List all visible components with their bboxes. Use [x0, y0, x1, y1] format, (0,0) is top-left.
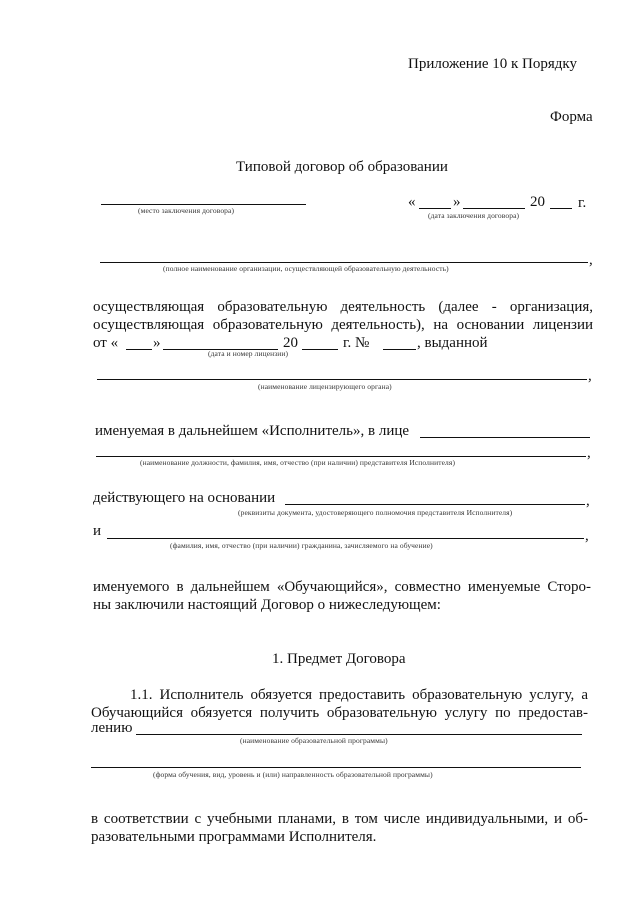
executor-rep-caption: (наименование должности, фамилия, имя, отчество (при наличии) представителя Исполнителя)	[140, 458, 456, 467]
license-caption: (дата и номер лицензии)	[208, 349, 289, 358]
section1-p2-line1: в соответствии с учебными планами, в том числе индивидуальными, и об-	[91, 811, 588, 827]
basis-label: действующего на основании	[93, 490, 276, 506]
basis-line	[285, 504, 585, 505]
student-comma: ,	[585, 528, 589, 544]
org-text-line1: осуществляющая образовательную деятельность (далее - организация,	[93, 299, 593, 315]
date-year-line	[550, 208, 572, 209]
basis-comma: ,	[586, 493, 590, 509]
document-title: Типовой договор об образовании	[236, 159, 448, 175]
program-caption: (наименование образовательной программы)	[240, 736, 388, 745]
place-line	[101, 204, 306, 205]
license-year: 20	[283, 335, 298, 351]
student-text-line2: ны заключили настоящий Договор о нижеследующем:	[93, 597, 441, 613]
authority-caption: (наименование лицензирующего органа)	[258, 382, 392, 391]
date-month-line	[463, 208, 525, 209]
executor-label: именуемая в дальнейшем «Исполнитель», в лице	[95, 423, 410, 439]
license-issued: , выданной	[417, 335, 488, 351]
org-caption: (полное наименование организации, осуществляющей образовательную деятельность)	[163, 264, 449, 273]
license-number-line	[383, 349, 416, 350]
license-g-no: г. №	[343, 335, 370, 351]
org-comma: ,	[589, 252, 593, 268]
license-year-line	[302, 349, 338, 350]
authority-comma: ,	[588, 368, 592, 384]
place-caption: (место заключения договора)	[138, 206, 235, 215]
section1-p2-line2: разовательными программами Исполнителя.	[91, 829, 377, 845]
form-label: Форма	[550, 109, 593, 125]
section1-p1-line3: лению	[91, 720, 133, 736]
date-day-line	[419, 208, 451, 209]
license-quote-close: »	[153, 335, 161, 351]
student-text-line1: именуемого в дальнейшем «Обучающийся», совместно именуемые Сторо-	[93, 579, 591, 595]
license-from: от «	[93, 335, 119, 351]
basis-caption: (реквизиты документа, удостоверяющего полномочия представителя Исполнителя)	[238, 508, 513, 517]
authority-line	[97, 379, 587, 380]
student-and: и	[93, 523, 102, 539]
student-name-line	[107, 538, 584, 539]
form-caption: (форма обучения, вид, уровень и (или) направленность образовательной программы)	[153, 770, 433, 779]
org-name-line	[100, 262, 588, 263]
date-quote-close: »	[453, 194, 461, 210]
form-line	[91, 767, 581, 768]
executor-rep-comma: ,	[587, 445, 591, 461]
appendix-label: Приложение 10 к Порядку	[408, 56, 577, 72]
section1-heading: 1. Предмет Договора	[272, 651, 406, 667]
date-year-suffix: г.	[578, 195, 587, 211]
program-line	[136, 734, 582, 735]
date-year-prefix: 20	[530, 194, 545, 210]
student-caption: (фамилия, имя, отчество (при наличии) гражданина, зачисляемого на обучение)	[170, 541, 433, 550]
executor-rep-line	[96, 456, 586, 457]
section1-p1-line1: 1.1. Исполнитель обязуется предоставить образовательную услугу, а	[130, 687, 588, 703]
executor-name-line	[420, 437, 590, 438]
date-caption: (дата заключения договора)	[428, 211, 520, 220]
org-text-line2: осуществляющая образовательную деятельность), на основании лицензии	[93, 317, 593, 333]
date-quote-open: «	[408, 194, 416, 210]
section1-p1-line2: Обучающийся обязуется получить образовательную услугу по предостав-	[91, 705, 588, 721]
license-day-line	[126, 349, 152, 350]
